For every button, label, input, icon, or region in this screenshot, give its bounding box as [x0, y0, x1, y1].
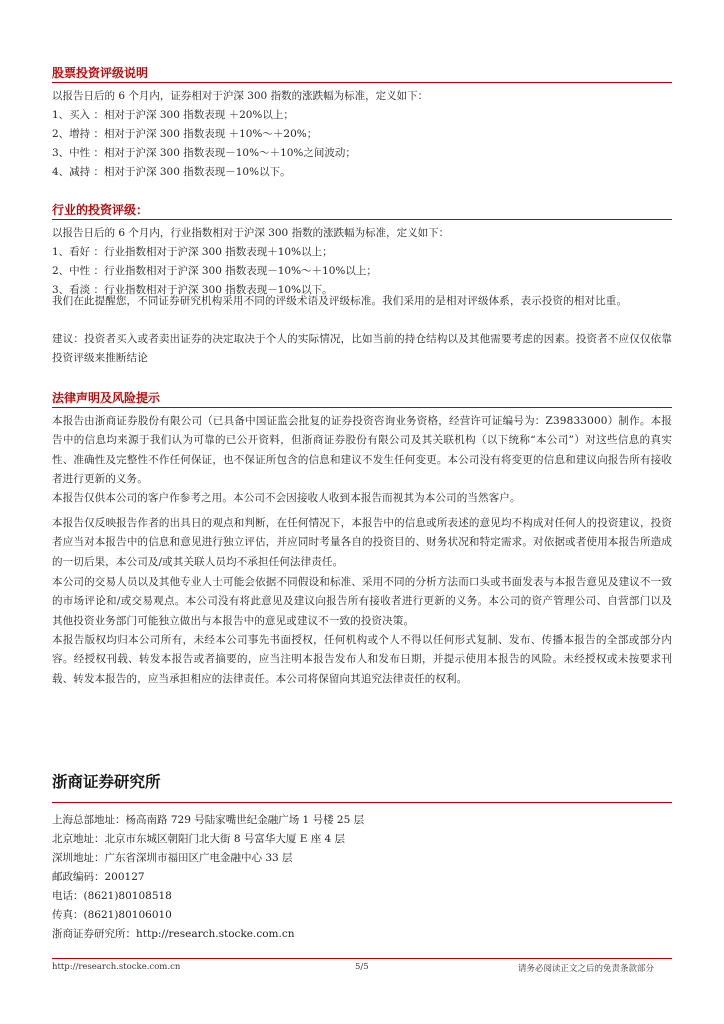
industry-rating-intro: 以报告日后的 6 个月内，行业指数相对于沪深 300 指数的涨跌幅为标准，定义如下：	[52, 227, 450, 239]
legal-title: 法律声明及风险提示	[52, 391, 161, 405]
stock-rating-item-underweight: 4、减持 ：相对于沪深 300 指数表现－10%以下。	[52, 166, 291, 178]
institute-divider	[52, 802, 672, 803]
footer-divider	[52, 958, 672, 959]
legal-paragraph: 本报告版权均归本公司所有，未经本公司事先书面授权，任何机构或个人不得以任何形式复制、发布、传播本报告的全部或部分内容。经授权刊载、转发本报告或者摘要的，应当注明本报告发布人和发布日期，并提示使用本报告的风险。未经授权或未按要求刊载、转发本报告的，应当承担相应的法律责任。本公司将保留向其追究法律责任的权利。	[52, 634, 672, 685]
industry-rating-advice: 建议：投资者买入或者卖出证券的决定取决于个人的实际情况，比如当前的持仓结构以及其他需要考虑的因素。投资者不应仅仅依靠投资评级来推断结论	[52, 333, 672, 365]
section-divider	[52, 407, 672, 408]
contact-phone: 电话：(8621)80108518	[52, 890, 172, 902]
stock-rating-item-buy: 1、买入 ：相对于沪深 300 指数表现 ＋20%以上；	[52, 109, 294, 121]
industry-rating-item-negative: 3、看淡 ：行业指数相对于沪深 300 指数表现－10%以下。	[52, 284, 333, 296]
contact-website: 浙商证券研究所：http://research.stocke.com.cn	[52, 928, 295, 940]
industry-rating-item-neutral: 2、中性 ：行业指数相对于沪深 300 指数表现－10%～＋10%以上；	[52, 265, 377, 277]
stock-rating-item-overweight: 2、增持 ：相对于沪深 300 指数表现 ＋10%～＋20%；	[52, 128, 318, 140]
industry-rating-item-positive: 1、看好 ：行业指数相对于沪深 300 指数表现＋10%以上；	[52, 246, 333, 258]
section-divider	[52, 219, 672, 220]
stock-rating-title: 股票投资评级说明	[52, 66, 149, 80]
stock-rating-intro: 以报告日后的 6 个月内，证券相对于沪深 300 指数的涨跌幅为标准，定义如下：	[52, 90, 429, 102]
industry-rating-title: 行业的投资评级：	[52, 203, 149, 217]
legal-paragraph: 本公司的交易人员以及其他专业人士可能会依据不同假设和标准、采用不同的分析方法而口头或书面发表与本报告意见及建议不一致的市场评论和/或交易观点。本公司没有将此意见及建议向报告所有接收者进行更新的义务。本公司的资产管理公司、自营部门以及其他投资业务部门可能独立做出与本报告中的意见或建议不一致的投资决策。	[52, 576, 672, 627]
contact-shenzhen-address: 深圳地址：广东省深圳市福田区广电金融中心 33 层	[52, 852, 293, 864]
section-divider	[52, 82, 672, 83]
footer-disclaimer: 请务必阅读正文之后的免责条款部分	[518, 964, 655, 974]
stock-rating-item-neutral: 3、中性 ：相对于沪深 300 指数表现－10%～＋10%之间波动；	[52, 147, 356, 159]
legal-paragraph: 本报告仅反映报告作者的出具日的观点和判断，在任何情况下，本报告中的信息或所表述的意见均不构成对任何人的投资建议，投资者应当对本报告中的信息和意见进行独立评估，并应同时考量各自的投资目的、财务状况和特定需求。对依据或者使用本报告所造成的一切后果，本公司及/或其关联人员均不承担任何法律责任。	[52, 517, 672, 568]
contact-postcode: 邮政编码：200127	[52, 871, 145, 883]
contact-shanghai-address: 上海总部地址：杨高南路 729 号陆家嘴世纪金融广场 1 号楼 25 层	[52, 814, 365, 826]
institute-name: 浙商证券研究所	[52, 773, 161, 791]
footer-url[interactable]: http://research.stocke.com.cn	[52, 962, 181, 972]
industry-rating-note: 我们在此提醒您，不同证券研究机构采用不同的评级术语及评级标准。我们采用的是相对评级体系，表示投资的相对比重。	[52, 295, 628, 307]
legal-paragraph: 本报告由浙商证券股份有限公司（已具备中国证监会批复的证券投资咨询业务资格，经营许可证编号为：Z39833000）制作。本报告中的信息均来源于我们认为可靠的已公开资料，但浙商证券股份有限公司及其关联机构（以下统称“本公司”）对这些信息的真实性、准确性及完整性不作任何保证，也不保证所包含的信息和建议不发生任何变更。本公司没有将变更的信息和建议向报告所有接收者进行更新的义务。	[52, 415, 672, 485]
legal-paragraph: 本报告仅供本公司的客户作参考之用。本公司不会因接收人收到本报告而视其为本公司的当然客户。	[52, 492, 521, 504]
contact-fax: 传真：(8621)80106010	[52, 909, 172, 921]
footer-page-number: 5/5	[355, 962, 369, 972]
contact-beijing-address: 北京地址：北京市东城区朝阳门北大街 8 号富华大厦 E 座 4 层	[52, 833, 346, 845]
